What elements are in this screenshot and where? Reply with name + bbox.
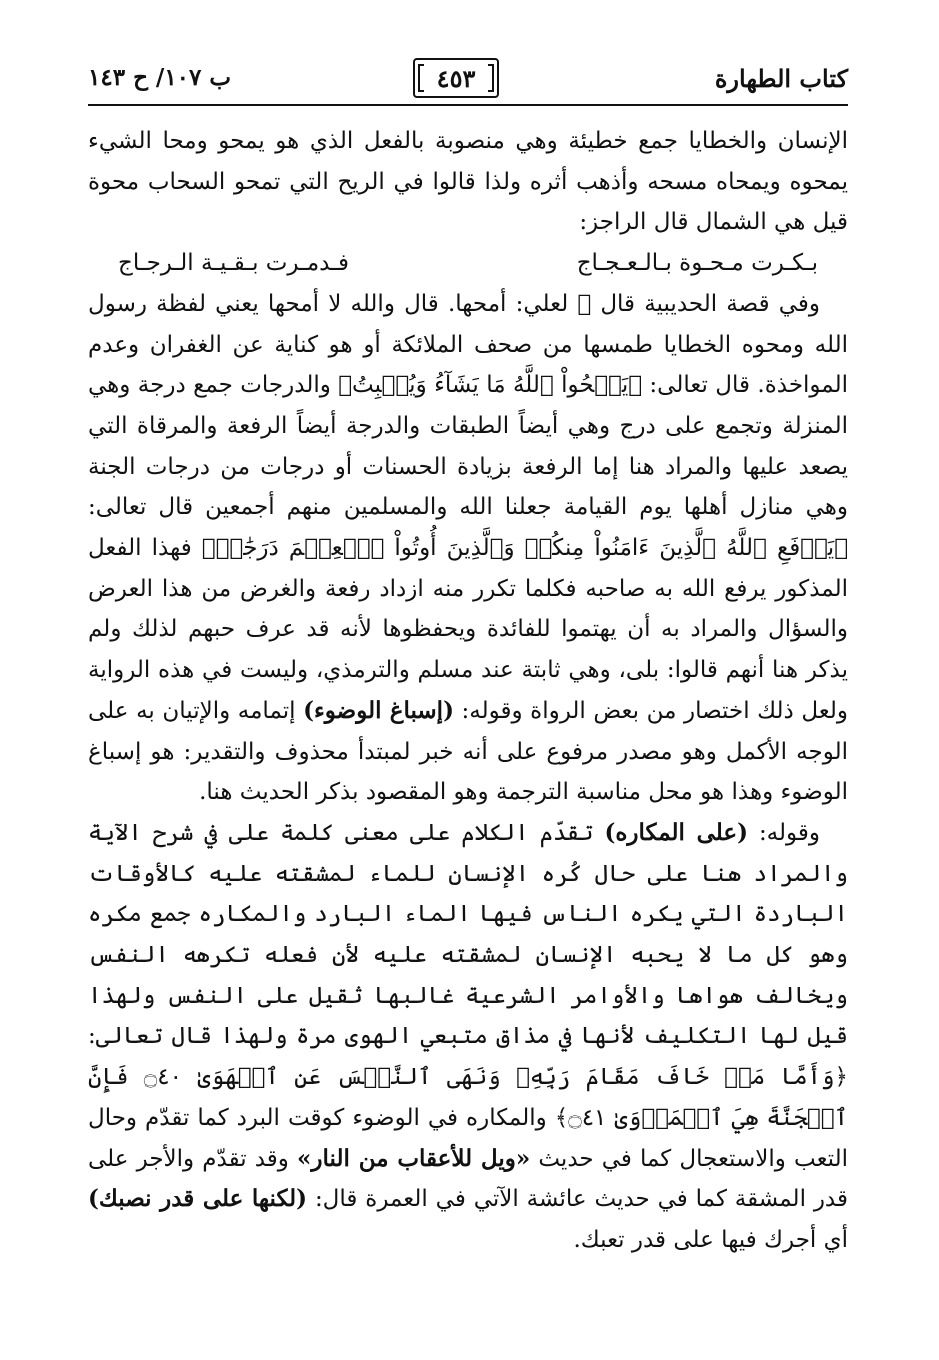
paragraph-3-text-4: أي أجرك فيها على قدر تعبك.: [573, 1226, 848, 1253]
poetry-verse: [88, 243, 848, 284]
paragraph-1: الإنسان والخطايا جمع خطيئة وهي منصوبة بالفعل الذي هو يمحو ومحا الشيء يمحوه ويمحاه مسحه وأذهب أثره ولذا قالوا في الريح التي تمحو السحاب محوة قيل هي الشمال قال الراجز:: [88, 128, 848, 236]
paragraph-2: [88, 284, 848, 813]
paragraph-3-lead: وقوله:: [758, 819, 821, 846]
quran-verse: ﴿وَأَمَّا مَنۡ خَافَ مَقَامَ رَبِّهِۦ وَنَهَى ٱلنَّفۡسَ عَنِ ٱلۡهَوَىٰ ۝٤٠ فَإِنَّ ٱلۡجَنَّةَ هِيَ ٱلۡمَأۡوَىٰ ۝٤١﴾: [88, 1064, 849, 1131]
paragraph-3: [88, 813, 848, 1261]
verse-hemistich-1: بـكـرت مـحـوة بـالـعـجـاج: [576, 250, 818, 277]
paragraph-2-tail: إتمامه والإتيان به على الوجه الأكمل وهو مصدر مرفوع على أنه خبر لمبتدأ محذوف والتقدير: هو إسباغ الوضوء وهذا هو محل مناسبة الترجمة وهو المقصود بذكر الحديث هنا.: [88, 697, 848, 806]
page-body: [88, 121, 848, 1261]
paragraph-3-text-3: وقد تقدّم والأجر على قدر المشقة كما في حديث عائشة الآتي في العمرة قال:: [88, 1145, 848, 1213]
paragraph-3-text-2: والمكاره في الوضوء كوقت البرد كما تقدّم وحال التعب والاستعجال كما في حديث: [88, 1104, 849, 1172]
verse-hemistich-2: فـدمـرت بـقـيـة الـرجـاج: [118, 250, 349, 277]
hadith-phrase-nasab: (لكنها على قدر نصبك): [88, 1185, 308, 1213]
paragraph-2-text: وفي قصة الحديبية قال ﷺ لعلي: أمحها. قال والله لا أمحها يعني لفظة رسول الله ومحوه الخطايا طمسها من صحف الملائكة أو هو كناية عن الغفران وعدم المواخذة. قال تعالى: ﴿يَمۡحُواْ ٱللَّهُ مَا يَشَآءُ وَيُثۡبِتُ﴾ والدرجات جمع درجة وهي المنزلة وتجمع على درج وهي أيضاً الطبقات والدرجة أيضاً الرفعة والمرقاة التي يصعد عليها والمراد هنا إما الرفعة بزيادة الحسنات أو درجات من درجات الجنة وهي منازل أهلها يوم القيامة جعلنا الله والمسلمين منهم أجمعين قال تعالى: ﴿يَرۡفَعِ ٱللَّهُ ٱلَّذِينَ ءَامَنُواْ مِنكُمۡ وَٱلَّذِينَ أُوتُواْ ٱلۡعِلۡمَ دَرَجَٰتٖ﴾ فهذا الفعل المذكور يرفع الله به صاحبه فكلما تكرر منه ازداد رفعة والغرض من هذا العرض والسؤال والمراد به أن يهتموا للفائدة ويحفظوها لأنه قد عرف حبهم لذلك ولم يذكر هنا أنهم قالوا: بلى، وهي ثابتة عند مسلم والترمذي، وليست في هذه الرواية ولعل ذلك اختصار من بعض الرواة وقوله:: [88, 290, 848, 724]
paragraph-3-text-1: تقدّم الكلام على معنى كلمة على في شرح الآية والمراد هنا على حال كُره الإنسان للماء لمشقته عليه كالأوقات الباردة التي يكره الناس فيها الماء البارد والمكاره جمع مكره وهو كل ما لا يحبه الإنسان لمشقته عليه لأن فعله تكرهه النفس ويخالف هواها والأوامر الشرعية غالبها ثقيل على النفس ولهذا قيل لها التكليف لأنها في مذاق متبعي الهوى مرة ولهذا قال تعالى:: [88, 819, 848, 1050]
hadith-quote: «ويل للأعقاب من النار»: [297, 1144, 531, 1172]
header-divider: [88, 104, 848, 106]
page-number: ٤٥٣: [413, 58, 499, 98]
chapter-hadith-reference: ب ١٠٧/ ح ١٤٣: [88, 64, 232, 91]
hadith-phrase-makarih: (على المكاره): [604, 818, 748, 846]
page-header: [88, 58, 848, 102]
book-title: كتاب الطهارة: [714, 64, 848, 93]
hadith-phrase-isbagh: (إسباغ الوضوء): [303, 696, 454, 724]
